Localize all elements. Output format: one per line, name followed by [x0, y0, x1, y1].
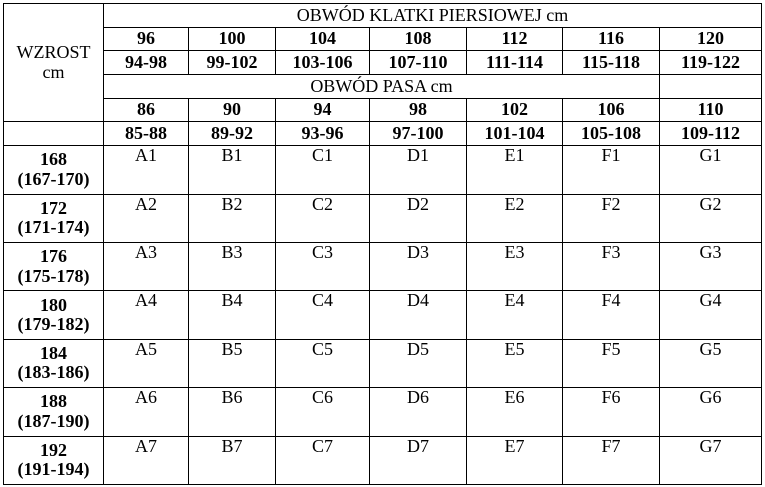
size-code-cell: A5 — [104, 339, 189, 387]
size-code-cell: C1 — [276, 146, 370, 194]
chest-size-cell: 104 — [276, 27, 370, 51]
chest-ranges-row — [4, 51, 762, 75]
size-code-cell: E4 — [467, 291, 563, 339]
waist-range-cell: 89-92 — [189, 122, 276, 146]
size-code-cell: C4 — [276, 291, 370, 339]
waist-range-cell: 109-112 — [660, 122, 762, 146]
height-column-header — [4, 4, 104, 122]
size-code-cell: B5 — [189, 339, 276, 387]
height-header-unit: cm — [42, 61, 65, 82]
waist-range-cell: 93-96 — [276, 122, 370, 146]
size-code-cell: F2 — [563, 194, 660, 242]
height-cell — [4, 388, 104, 436]
chest-range-cell: 94-98 — [104, 51, 189, 75]
chest-range-cell: 111-114 — [467, 51, 563, 75]
size-code-cell: E5 — [467, 339, 563, 387]
chest-range-cell: 99-102 — [189, 51, 276, 75]
chest-size-cell: 96 — [104, 27, 189, 51]
height-header-label: WZROST — [16, 42, 91, 63]
size-code-cell: D2 — [370, 194, 467, 242]
waist-size-cell: 90 — [189, 98, 276, 122]
size-code-cell: C2 — [276, 194, 370, 242]
size-code-cell: F3 — [563, 242, 660, 290]
size-code-cell: D3 — [370, 242, 467, 290]
size-code-cell: G3 — [660, 242, 762, 290]
size-code-cell: B4 — [189, 291, 276, 339]
waist-sizes-row — [4, 98, 762, 122]
height-range: (171-174) — [17, 217, 90, 238]
size-code-cell: A6 — [104, 388, 189, 436]
table-row — [4, 291, 762, 339]
size-code-cell: A4 — [104, 291, 189, 339]
height-header-lower-cell — [4, 122, 104, 146]
height-value: 180 — [40, 294, 67, 315]
height-value: 172 — [40, 197, 67, 218]
waist-header-blank-cell — [660, 75, 762, 99]
table-row — [4, 194, 762, 242]
size-code-cell: C5 — [276, 339, 370, 387]
height-range: (183-186) — [17, 362, 90, 383]
chest-range-cell: 107-110 — [370, 51, 467, 75]
height-value: 184 — [40, 343, 67, 364]
size-code-cell: A3 — [104, 242, 189, 290]
size-code-cell: D1 — [370, 146, 467, 194]
table-row — [4, 242, 762, 290]
size-code-cell: G4 — [660, 291, 762, 339]
table-row — [4, 436, 762, 484]
waist-size-cell: 102 — [467, 98, 563, 122]
size-code-cell: B3 — [189, 242, 276, 290]
waist-range-cell: 97-100 — [370, 122, 467, 146]
size-code-cell: D4 — [370, 291, 467, 339]
size-code-cell: C6 — [276, 388, 370, 436]
size-code-cell: E7 — [467, 436, 563, 484]
height-cell — [4, 436, 104, 484]
height-cell — [4, 339, 104, 387]
size-code-cell: G7 — [660, 436, 762, 484]
height-cell — [4, 242, 104, 290]
size-code-cell: B2 — [189, 194, 276, 242]
size-code-cell: E2 — [467, 194, 563, 242]
waist-range-cell: 85-88 — [104, 122, 189, 146]
size-code-cell: F5 — [563, 339, 660, 387]
size-code-cell: A1 — [104, 146, 189, 194]
waist-circumference-header: OBWÓD PASA cm — [104, 75, 660, 99]
height-range: (191-194) — [17, 459, 90, 480]
size-code-cell: D5 — [370, 339, 467, 387]
size-code-cell: E1 — [467, 146, 563, 194]
size-code-cell: E3 — [467, 242, 563, 290]
height-range: (187-190) — [17, 410, 90, 431]
height-cell — [4, 291, 104, 339]
height-value: 192 — [40, 439, 67, 460]
waist-range-cell: 101-104 — [467, 122, 563, 146]
chest-size-cell: 100 — [189, 27, 276, 51]
chest-range-cell: 103-106 — [276, 51, 370, 75]
size-code-cell: A7 — [104, 436, 189, 484]
size-code-cell: G5 — [660, 339, 762, 387]
table-row — [4, 388, 762, 436]
waist-size-cell: 110 — [660, 98, 762, 122]
waist-range-cell: 105-108 — [563, 122, 660, 146]
waist-size-cell: 94 — [276, 98, 370, 122]
size-code-cell: B6 — [189, 388, 276, 436]
chest-circumference-header: OBWÓD KLATKI PIERSIOWEJ cm — [104, 4, 762, 28]
chest-range-cell: 115-118 — [563, 51, 660, 75]
height-value: 168 — [40, 149, 67, 170]
chest-size-cell: 108 — [370, 27, 467, 51]
chest-size-cell: 116 — [563, 27, 660, 51]
height-cell — [4, 146, 104, 194]
height-range: (175-178) — [17, 265, 90, 286]
table-row — [4, 339, 762, 387]
chest-sizes-row — [4, 27, 762, 51]
size-code-cell: F1 — [563, 146, 660, 194]
height-range: (167-170) — [17, 168, 90, 189]
waist-size-cell: 106 — [563, 98, 660, 122]
chest-size-cell: 112 — [467, 27, 563, 51]
size-code-cell: G2 — [660, 194, 762, 242]
size-code-cell: C7 — [276, 436, 370, 484]
size-code-cell: D6 — [370, 388, 467, 436]
size-code-cell: E6 — [467, 388, 563, 436]
waist-ranges-row — [4, 122, 762, 146]
size-code-cell: B7 — [189, 436, 276, 484]
height-range: (179-182) — [17, 314, 90, 335]
table-row — [4, 146, 762, 194]
chest-range-cell: 119-122 — [660, 51, 762, 75]
size-code-cell: C3 — [276, 242, 370, 290]
waist-size-cell: 86 — [104, 98, 189, 122]
height-cell — [4, 194, 104, 242]
size-code-cell: F4 — [563, 291, 660, 339]
height-value: 176 — [40, 246, 67, 267]
size-code-cell: B1 — [189, 146, 276, 194]
chest-size-cell: 120 — [660, 27, 762, 51]
size-code-cell: G1 — [660, 146, 762, 194]
size-chart-table — [3, 3, 762, 485]
height-value: 188 — [40, 391, 67, 412]
waist-size-cell: 98 — [370, 98, 467, 122]
size-code-cell: F6 — [563, 388, 660, 436]
size-code-cell: F7 — [563, 436, 660, 484]
size-code-cell: A2 — [104, 194, 189, 242]
size-code-cell: G6 — [660, 388, 762, 436]
size-code-cell: D7 — [370, 436, 467, 484]
